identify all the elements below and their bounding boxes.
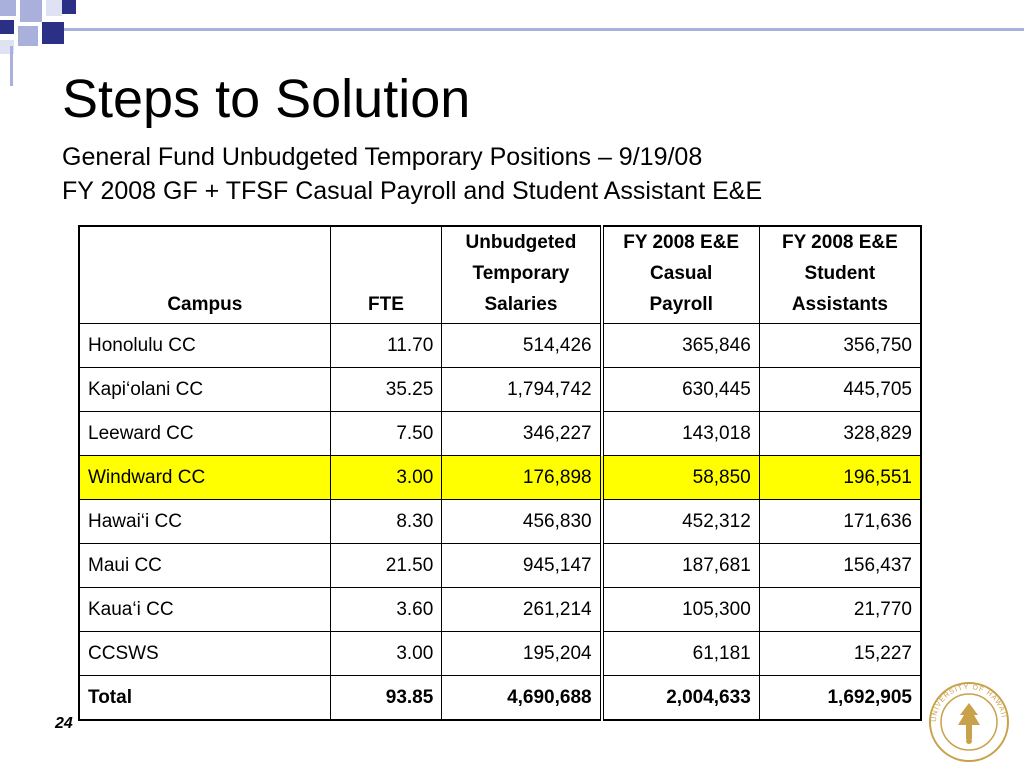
header-line: Assistants	[791, 294, 888, 315]
cell-campus: Windward CC	[79, 456, 330, 500]
deco-square	[42, 22, 64, 44]
cell-campus: Leeward CC	[79, 412, 330, 456]
header-casual	[602, 226, 760, 324]
deco-square	[18, 26, 38, 46]
header-line: FY 2008 E&E	[781, 232, 898, 253]
cell-total-student: 1,692,905	[759, 676, 921, 721]
cell-campus: Honolulu CC	[79, 324, 330, 368]
cell-campus: Kaua‘i CC	[79, 588, 330, 632]
cell-casual: 58,850	[602, 456, 760, 500]
deco-square	[46, 0, 62, 16]
cell-campus: Maui CC	[79, 544, 330, 588]
cell-fte: 3.00	[330, 456, 442, 500]
positions-table	[78, 225, 922, 721]
cell-unbudgeted: 261,214	[442, 588, 602, 632]
table-row	[79, 368, 921, 412]
cell-student: 156,437	[759, 544, 921, 588]
cell-fte: 21.50	[330, 544, 442, 588]
cell-casual: 143,018	[602, 412, 760, 456]
cell-unbudgeted: 346,227	[442, 412, 602, 456]
header-campus: Campus	[79, 226, 330, 324]
table-row	[79, 500, 921, 544]
header-line: Casual	[650, 263, 713, 284]
cell-unbudgeted: 456,830	[442, 500, 602, 544]
cell-casual: 61,181	[602, 632, 760, 676]
header-line: Unbudgeted	[465, 232, 577, 253]
cell-campus: Hawai‘i CC	[79, 500, 330, 544]
svg-text:UNIVERSITY OF HAWAII: UNIVERSITY OF HAWAII	[930, 683, 1007, 723]
cell-total-label: Total	[79, 676, 330, 721]
cell-unbudgeted: 514,426	[442, 324, 602, 368]
table-row	[79, 324, 921, 368]
table-row	[79, 588, 921, 632]
header-line: Payroll	[649, 294, 713, 315]
header-line: FY 2008 E&E	[623, 232, 740, 253]
header-student	[759, 226, 921, 324]
deco-square	[0, 0, 16, 16]
cell-student: 15,227	[759, 632, 921, 676]
table-row-highlighted	[79, 456, 921, 500]
cell-fte: 7.50	[330, 412, 442, 456]
deco-line	[10, 46, 13, 86]
table-row	[79, 632, 921, 676]
cell-fte: 11.70	[330, 324, 442, 368]
cell-casual: 452,312	[602, 500, 760, 544]
slide-subtitle-2: FY 2008 GF + TFSF Casual Payroll and Student Assistant E&E	[62, 177, 763, 205]
cell-unbudgeted: 1,794,742	[442, 368, 602, 412]
table-row	[79, 412, 921, 456]
cell-campus: Kapi‘olani CC	[79, 368, 330, 412]
header-fte: FTE	[330, 226, 442, 324]
deco-square	[62, 0, 76, 14]
cell-casual: 365,846	[602, 324, 760, 368]
page-number: 24	[55, 715, 73, 732]
deco-square	[0, 20, 14, 34]
cell-casual: 187,681	[602, 544, 760, 588]
cell-campus: CCSWS	[79, 632, 330, 676]
cell-fte: 8.30	[330, 500, 442, 544]
cell-student: 328,829	[759, 412, 921, 456]
cell-total-casual: 2,004,633	[602, 676, 760, 721]
cell-student: 356,750	[759, 324, 921, 368]
deco-square	[20, 0, 42, 22]
slide-title: Steps to Solution	[62, 69, 471, 129]
cell-unbudgeted: 945,147	[442, 544, 602, 588]
cell-total-fte: 93.85	[330, 676, 442, 721]
cell-fte: 3.00	[330, 632, 442, 676]
table-total-row	[79, 676, 921, 721]
header-unbudgeted	[442, 226, 602, 324]
table-row	[79, 544, 921, 588]
header-line: Salaries	[484, 294, 558, 315]
header-line: Student	[804, 263, 876, 284]
cell-fte: 35.25	[330, 368, 442, 412]
cell-unbudgeted: 176,898	[442, 456, 602, 500]
university-seal-icon	[928, 681, 1010, 763]
cell-casual: 630,445	[602, 368, 760, 412]
cell-student: 21,770	[759, 588, 921, 632]
cell-fte: 3.60	[330, 588, 442, 632]
cell-student: 445,705	[759, 368, 921, 412]
slide-subtitle-1: General Fund Unbudgeted Temporary Positions – 9/19/08	[62, 143, 703, 171]
table-header-row	[79, 226, 921, 324]
cell-unbudgeted: 195,204	[442, 632, 602, 676]
deco-line	[64, 28, 1024, 31]
header-line: Temporary	[472, 263, 570, 284]
cell-casual: 105,300	[602, 588, 760, 632]
cell-student: 196,551	[759, 456, 921, 500]
cell-student: 171,636	[759, 500, 921, 544]
cell-total-unbudgeted: 4,690,688	[442, 676, 602, 721]
